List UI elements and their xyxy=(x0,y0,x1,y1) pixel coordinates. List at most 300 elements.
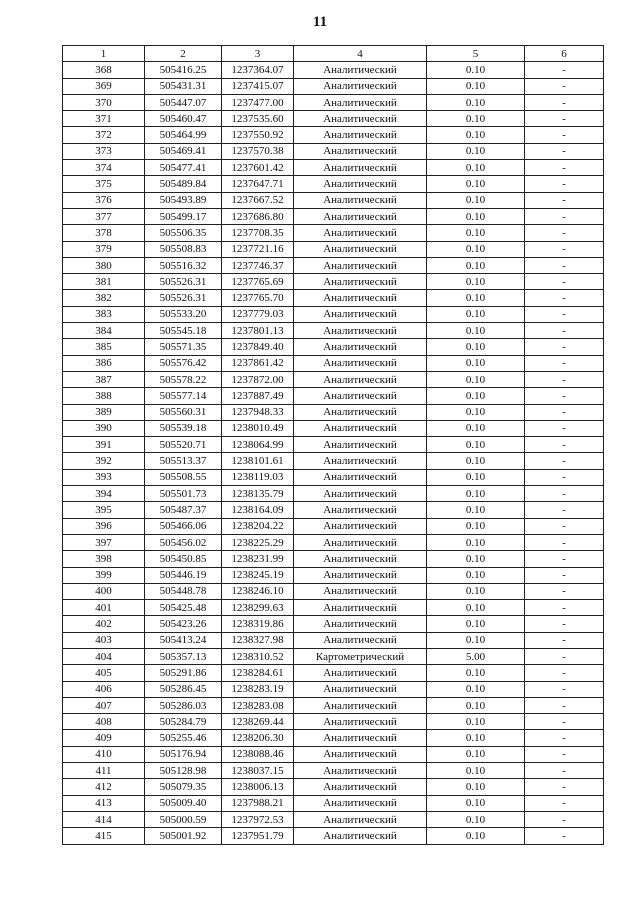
note-cell: - xyxy=(525,160,604,176)
point-number-cell: 408 xyxy=(63,714,145,730)
method-cell: Аналитический xyxy=(294,127,427,143)
table-header-row xyxy=(63,46,604,62)
point-number-cell: 400 xyxy=(63,583,145,599)
point-number-cell: 369 xyxy=(63,78,145,94)
table-row xyxy=(63,160,604,176)
y-coordinate-cell: 1237708.35 xyxy=(222,225,294,241)
point-number-cell: 386 xyxy=(63,355,145,371)
table-row xyxy=(63,355,604,371)
point-number-cell: 373 xyxy=(63,143,145,159)
accuracy-cell: 0.10 xyxy=(427,567,525,583)
note-cell: - xyxy=(525,534,604,550)
table-row xyxy=(63,714,604,730)
accuracy-cell: 0.10 xyxy=(427,371,525,387)
x-coordinate-cell: 505176.94 xyxy=(145,746,222,762)
note-cell: - xyxy=(525,274,604,290)
x-coordinate-cell: 505508.55 xyxy=(145,469,222,485)
y-coordinate-cell: 1238310.52 xyxy=(222,648,294,664)
x-coordinate-cell: 505413.24 xyxy=(145,632,222,648)
note-cell: - xyxy=(525,469,604,485)
method-cell: Аналитический xyxy=(294,567,427,583)
point-number-cell: 404 xyxy=(63,648,145,664)
method-cell: Картометрический xyxy=(294,648,427,664)
note-cell: - xyxy=(525,763,604,779)
accuracy-cell: 5.00 xyxy=(427,648,525,664)
method-cell: Аналитический xyxy=(294,257,427,273)
note-cell: - xyxy=(525,225,604,241)
method-cell: Аналитический xyxy=(294,518,427,534)
x-coordinate-cell: 505447.07 xyxy=(145,94,222,110)
method-cell: Аналитический xyxy=(294,828,427,844)
x-coordinate-cell: 505469.41 xyxy=(145,143,222,159)
x-coordinate-cell: 505291.86 xyxy=(145,665,222,681)
method-cell: Аналитический xyxy=(294,388,427,404)
x-coordinate-cell: 505560.31 xyxy=(145,404,222,420)
accuracy-cell: 0.10 xyxy=(427,420,525,436)
table-row xyxy=(63,192,604,208)
accuracy-cell: 0.10 xyxy=(427,62,525,78)
note-cell: - xyxy=(525,567,604,583)
x-coordinate-cell: 505539.18 xyxy=(145,420,222,436)
x-coordinate-cell: 505460.47 xyxy=(145,111,222,127)
note-cell: - xyxy=(525,828,604,844)
note-cell: - xyxy=(525,811,604,827)
x-coordinate-cell: 505001.92 xyxy=(145,828,222,844)
point-number-cell: 397 xyxy=(63,534,145,550)
accuracy-cell: 0.10 xyxy=(427,763,525,779)
method-cell: Аналитический xyxy=(294,795,427,811)
method-cell: Аналитический xyxy=(294,78,427,94)
y-coordinate-cell: 1238231.99 xyxy=(222,551,294,567)
x-coordinate-cell: 505000.59 xyxy=(145,811,222,827)
note-cell: - xyxy=(525,616,604,632)
x-coordinate-cell: 505577.14 xyxy=(145,388,222,404)
table-row xyxy=(63,518,604,534)
table-row xyxy=(63,795,604,811)
y-coordinate-cell: 1238284.61 xyxy=(222,665,294,681)
y-coordinate-cell: 1237887.49 xyxy=(222,388,294,404)
point-number-cell: 399 xyxy=(63,567,145,583)
method-cell: Аналитический xyxy=(294,469,427,485)
y-coordinate-cell: 1237686.80 xyxy=(222,208,294,224)
accuracy-cell: 0.10 xyxy=(427,632,525,648)
point-number-cell: 390 xyxy=(63,420,145,436)
method-cell: Аналитический xyxy=(294,616,427,632)
table-row xyxy=(63,763,604,779)
x-coordinate-cell: 505128.98 xyxy=(145,763,222,779)
y-coordinate-cell: 1237765.69 xyxy=(222,274,294,290)
note-cell: - xyxy=(525,437,604,453)
y-coordinate-cell: 1237647.71 xyxy=(222,176,294,192)
point-number-cell: 387 xyxy=(63,371,145,387)
method-cell: Аналитический xyxy=(294,208,427,224)
y-coordinate-cell: 1238269.44 xyxy=(222,714,294,730)
y-coordinate-cell: 1237972.53 xyxy=(222,811,294,827)
accuracy-cell: 0.10 xyxy=(427,404,525,420)
note-cell: - xyxy=(525,486,604,502)
table-row xyxy=(63,241,604,257)
table-row xyxy=(63,648,604,664)
note-cell: - xyxy=(525,94,604,110)
accuracy-cell: 0.10 xyxy=(427,78,525,94)
y-coordinate-cell: 1237364.07 xyxy=(222,62,294,78)
accuracy-cell: 0.10 xyxy=(427,355,525,371)
point-number-cell: 414 xyxy=(63,811,145,827)
table-row xyxy=(63,583,604,599)
table-row xyxy=(63,388,604,404)
y-coordinate-cell: 1238064.99 xyxy=(222,437,294,453)
point-number-cell: 385 xyxy=(63,339,145,355)
method-cell: Аналитический xyxy=(294,746,427,762)
note-cell: - xyxy=(525,746,604,762)
method-cell: Аналитический xyxy=(294,453,427,469)
note-cell: - xyxy=(525,323,604,339)
table-row xyxy=(63,779,604,795)
accuracy-cell: 0.10 xyxy=(427,795,525,811)
point-number-cell: 393 xyxy=(63,469,145,485)
x-coordinate-cell: 505578.22 xyxy=(145,371,222,387)
point-number-cell: 380 xyxy=(63,257,145,273)
method-cell: Аналитический xyxy=(294,225,427,241)
method-cell: Аналитический xyxy=(294,306,427,322)
table-row xyxy=(63,502,604,518)
note-cell: - xyxy=(525,681,604,697)
y-coordinate-cell: 1238135.79 xyxy=(222,486,294,502)
method-cell: Аналитический xyxy=(294,665,427,681)
note-cell: - xyxy=(525,779,604,795)
note-cell: - xyxy=(525,632,604,648)
accuracy-cell: 0.10 xyxy=(427,486,525,502)
y-coordinate-cell: 1238206.30 xyxy=(222,730,294,746)
column-header: 4 xyxy=(294,46,427,62)
point-number-cell: 391 xyxy=(63,437,145,453)
y-coordinate-cell: 1238006.13 xyxy=(222,779,294,795)
accuracy-cell: 0.10 xyxy=(427,583,525,599)
y-coordinate-cell: 1237570.38 xyxy=(222,143,294,159)
x-coordinate-cell: 505357.13 xyxy=(145,648,222,664)
table-row xyxy=(63,730,604,746)
note-cell: - xyxy=(525,339,604,355)
x-coordinate-cell: 505516.32 xyxy=(145,257,222,273)
table-row xyxy=(63,632,604,648)
table-row xyxy=(63,62,604,78)
x-coordinate-cell: 505466.06 xyxy=(145,518,222,534)
note-cell: - xyxy=(525,583,604,599)
point-number-cell: 411 xyxy=(63,763,145,779)
method-cell: Аналитический xyxy=(294,176,427,192)
point-number-cell: 407 xyxy=(63,697,145,713)
method-cell: Аналитический xyxy=(294,779,427,795)
point-number-cell: 401 xyxy=(63,600,145,616)
y-coordinate-cell: 1238245.19 xyxy=(222,567,294,583)
accuracy-cell: 0.10 xyxy=(427,616,525,632)
table-row xyxy=(63,306,604,322)
x-coordinate-cell: 505009.40 xyxy=(145,795,222,811)
x-coordinate-cell: 505448.78 xyxy=(145,583,222,599)
table-row xyxy=(63,681,604,697)
x-coordinate-cell: 505506.35 xyxy=(145,225,222,241)
method-cell: Аналитический xyxy=(294,502,427,518)
method-cell: Аналитический xyxy=(294,62,427,78)
table-row xyxy=(63,551,604,567)
point-number-cell: 370 xyxy=(63,94,145,110)
accuracy-cell: 0.10 xyxy=(427,469,525,485)
y-coordinate-cell: 1238327.98 xyxy=(222,632,294,648)
accuracy-cell: 0.10 xyxy=(427,600,525,616)
accuracy-cell: 0.10 xyxy=(427,697,525,713)
accuracy-cell: 0.10 xyxy=(427,665,525,681)
point-number-cell: 371 xyxy=(63,111,145,127)
column-header: 2 xyxy=(145,46,222,62)
note-cell: - xyxy=(525,306,604,322)
y-coordinate-cell: 1238088.46 xyxy=(222,746,294,762)
accuracy-cell: 0.10 xyxy=(427,714,525,730)
table-row xyxy=(63,811,604,827)
accuracy-cell: 0.10 xyxy=(427,453,525,469)
table-row xyxy=(63,290,604,306)
method-cell: Аналитический xyxy=(294,420,427,436)
x-coordinate-cell: 505425.48 xyxy=(145,600,222,616)
method-cell: Аналитический xyxy=(294,486,427,502)
point-number-cell: 395 xyxy=(63,502,145,518)
note-cell: - xyxy=(525,371,604,387)
table-row xyxy=(63,257,604,273)
x-coordinate-cell: 505499.17 xyxy=(145,208,222,224)
point-number-cell: 394 xyxy=(63,486,145,502)
note-cell: - xyxy=(525,730,604,746)
x-coordinate-cell: 505423.26 xyxy=(145,616,222,632)
method-cell: Аналитический xyxy=(294,160,427,176)
method-cell: Аналитический xyxy=(294,339,427,355)
point-number-cell: 378 xyxy=(63,225,145,241)
y-coordinate-cell: 1238204.22 xyxy=(222,518,294,534)
accuracy-cell: 0.10 xyxy=(427,208,525,224)
table-row xyxy=(63,176,604,192)
accuracy-cell: 0.10 xyxy=(427,828,525,844)
method-cell: Аналитический xyxy=(294,274,427,290)
note-cell: - xyxy=(525,143,604,159)
method-cell: Аналитический xyxy=(294,551,427,567)
table-row xyxy=(63,469,604,485)
x-coordinate-cell: 505456.02 xyxy=(145,534,222,550)
accuracy-cell: 0.10 xyxy=(427,518,525,534)
point-number-cell: 402 xyxy=(63,616,145,632)
y-coordinate-cell: 1238283.19 xyxy=(222,681,294,697)
y-coordinate-cell: 1238119.03 xyxy=(222,469,294,485)
x-coordinate-cell: 505526.31 xyxy=(145,274,222,290)
y-coordinate-cell: 1237849.40 xyxy=(222,339,294,355)
table-row xyxy=(63,665,604,681)
method-cell: Аналитический xyxy=(294,730,427,746)
table-row xyxy=(63,828,604,844)
method-cell: Аналитический xyxy=(294,681,427,697)
x-coordinate-cell: 505255.46 xyxy=(145,730,222,746)
accuracy-cell: 0.10 xyxy=(427,437,525,453)
method-cell: Аналитический xyxy=(294,192,427,208)
method-cell: Аналитический xyxy=(294,811,427,827)
y-coordinate-cell: 1237861.42 xyxy=(222,355,294,371)
table-row xyxy=(63,225,604,241)
note-cell: - xyxy=(525,111,604,127)
point-number-cell: 374 xyxy=(63,160,145,176)
x-coordinate-cell: 505079.35 xyxy=(145,779,222,795)
accuracy-cell: 0.10 xyxy=(427,111,525,127)
note-cell: - xyxy=(525,127,604,143)
method-cell: Аналитический xyxy=(294,111,427,127)
note-cell: - xyxy=(525,665,604,681)
accuracy-cell: 0.10 xyxy=(427,127,525,143)
y-coordinate-cell: 1237667.52 xyxy=(222,192,294,208)
note-cell: - xyxy=(525,697,604,713)
table-row xyxy=(63,111,604,127)
table-row xyxy=(63,746,604,762)
accuracy-cell: 0.10 xyxy=(427,94,525,110)
x-coordinate-cell: 505416.25 xyxy=(145,62,222,78)
note-cell: - xyxy=(525,648,604,664)
x-coordinate-cell: 505571.35 xyxy=(145,339,222,355)
table-row xyxy=(63,208,604,224)
method-cell: Аналитический xyxy=(294,763,427,779)
table-row xyxy=(63,534,604,550)
note-cell: - xyxy=(525,420,604,436)
x-coordinate-cell: 505576.42 xyxy=(145,355,222,371)
y-coordinate-cell: 1238037.15 xyxy=(222,763,294,779)
x-coordinate-cell: 505286.03 xyxy=(145,697,222,713)
y-coordinate-cell: 1237765.70 xyxy=(222,290,294,306)
y-coordinate-cell: 1237948.33 xyxy=(222,404,294,420)
table-row xyxy=(63,567,604,583)
accuracy-cell: 0.10 xyxy=(427,290,525,306)
accuracy-cell: 0.10 xyxy=(427,176,525,192)
x-coordinate-cell: 505286.45 xyxy=(145,681,222,697)
y-coordinate-cell: 1238319.86 xyxy=(222,616,294,632)
method-cell: Аналитический xyxy=(294,632,427,648)
accuracy-cell: 0.10 xyxy=(427,779,525,795)
method-cell: Аналитический xyxy=(294,290,427,306)
table-row xyxy=(63,486,604,502)
point-number-cell: 376 xyxy=(63,192,145,208)
x-coordinate-cell: 505464.99 xyxy=(145,127,222,143)
x-coordinate-cell: 505493.89 xyxy=(145,192,222,208)
accuracy-cell: 0.10 xyxy=(427,241,525,257)
y-coordinate-cell: 1237951.79 xyxy=(222,828,294,844)
note-cell: - xyxy=(525,78,604,94)
point-number-cell: 384 xyxy=(63,323,145,339)
y-coordinate-cell: 1237988.21 xyxy=(222,795,294,811)
accuracy-cell: 0.10 xyxy=(427,534,525,550)
accuracy-cell: 0.10 xyxy=(427,274,525,290)
point-number-cell: 396 xyxy=(63,518,145,534)
y-coordinate-cell: 1238246.10 xyxy=(222,583,294,599)
table-row xyxy=(63,404,604,420)
accuracy-cell: 0.10 xyxy=(427,551,525,567)
note-cell: - xyxy=(525,404,604,420)
note-cell: - xyxy=(525,388,604,404)
point-number-cell: 383 xyxy=(63,306,145,322)
y-coordinate-cell: 1237746.37 xyxy=(222,257,294,273)
note-cell: - xyxy=(525,795,604,811)
table-row xyxy=(63,339,604,355)
y-coordinate-cell: 1237550.92 xyxy=(222,127,294,143)
note-cell: - xyxy=(525,62,604,78)
point-number-cell: 412 xyxy=(63,779,145,795)
method-cell: Аналитический xyxy=(294,371,427,387)
table-row xyxy=(63,274,604,290)
point-number-cell: 375 xyxy=(63,176,145,192)
accuracy-cell: 0.10 xyxy=(427,746,525,762)
note-cell: - xyxy=(525,518,604,534)
note-cell: - xyxy=(525,257,604,273)
page-number: 11 xyxy=(312,14,328,30)
table-row xyxy=(63,697,604,713)
method-cell: Аналитический xyxy=(294,323,427,339)
note-cell: - xyxy=(525,600,604,616)
point-number-cell: 413 xyxy=(63,795,145,811)
point-number-cell: 389 xyxy=(63,404,145,420)
x-coordinate-cell: 505284.79 xyxy=(145,714,222,730)
point-number-cell: 381 xyxy=(63,274,145,290)
table-row xyxy=(63,616,604,632)
accuracy-cell: 0.10 xyxy=(427,502,525,518)
accuracy-cell: 0.10 xyxy=(427,160,525,176)
x-coordinate-cell: 505431.31 xyxy=(145,78,222,94)
note-cell: - xyxy=(525,241,604,257)
point-number-cell: 368 xyxy=(63,62,145,78)
accuracy-cell: 0.10 xyxy=(427,143,525,159)
x-coordinate-cell: 505513.37 xyxy=(145,453,222,469)
method-cell: Аналитический xyxy=(294,697,427,713)
note-cell: - xyxy=(525,355,604,371)
x-coordinate-cell: 505545.18 xyxy=(145,323,222,339)
accuracy-cell: 0.10 xyxy=(427,306,525,322)
column-header: 6 xyxy=(525,46,604,62)
x-coordinate-cell: 505487.37 xyxy=(145,502,222,518)
y-coordinate-cell: 1237721.16 xyxy=(222,241,294,257)
point-number-cell: 403 xyxy=(63,632,145,648)
point-number-cell: 377 xyxy=(63,208,145,224)
accuracy-cell: 0.10 xyxy=(427,811,525,827)
column-header: 1 xyxy=(63,46,145,62)
table-row xyxy=(63,453,604,469)
accuracy-cell: 0.10 xyxy=(427,192,525,208)
note-cell: - xyxy=(525,208,604,224)
accuracy-cell: 0.10 xyxy=(427,225,525,241)
y-coordinate-cell: 1238225.29 xyxy=(222,534,294,550)
point-number-cell: 415 xyxy=(63,828,145,844)
method-cell: Аналитический xyxy=(294,534,427,550)
accuracy-cell: 0.10 xyxy=(427,323,525,339)
method-cell: Аналитический xyxy=(294,600,427,616)
y-coordinate-cell: 1238101.61 xyxy=(222,453,294,469)
x-coordinate-cell: 505533.20 xyxy=(145,306,222,322)
note-cell: - xyxy=(525,453,604,469)
y-coordinate-cell: 1237801.13 xyxy=(222,323,294,339)
point-number-cell: 410 xyxy=(63,746,145,762)
y-coordinate-cell: 1238010.49 xyxy=(222,420,294,436)
y-coordinate-cell: 1237415.07 xyxy=(222,78,294,94)
point-number-cell: 409 xyxy=(63,730,145,746)
y-coordinate-cell: 1237779.03 xyxy=(222,306,294,322)
table-row xyxy=(63,371,604,387)
x-coordinate-cell: 505489.84 xyxy=(145,176,222,192)
method-cell: Аналитический xyxy=(294,355,427,371)
table-row xyxy=(63,78,604,94)
accuracy-cell: 0.10 xyxy=(427,339,525,355)
table-row xyxy=(63,323,604,339)
y-coordinate-cell: 1237601.42 xyxy=(222,160,294,176)
accuracy-cell: 0.10 xyxy=(427,388,525,404)
point-number-cell: 388 xyxy=(63,388,145,404)
